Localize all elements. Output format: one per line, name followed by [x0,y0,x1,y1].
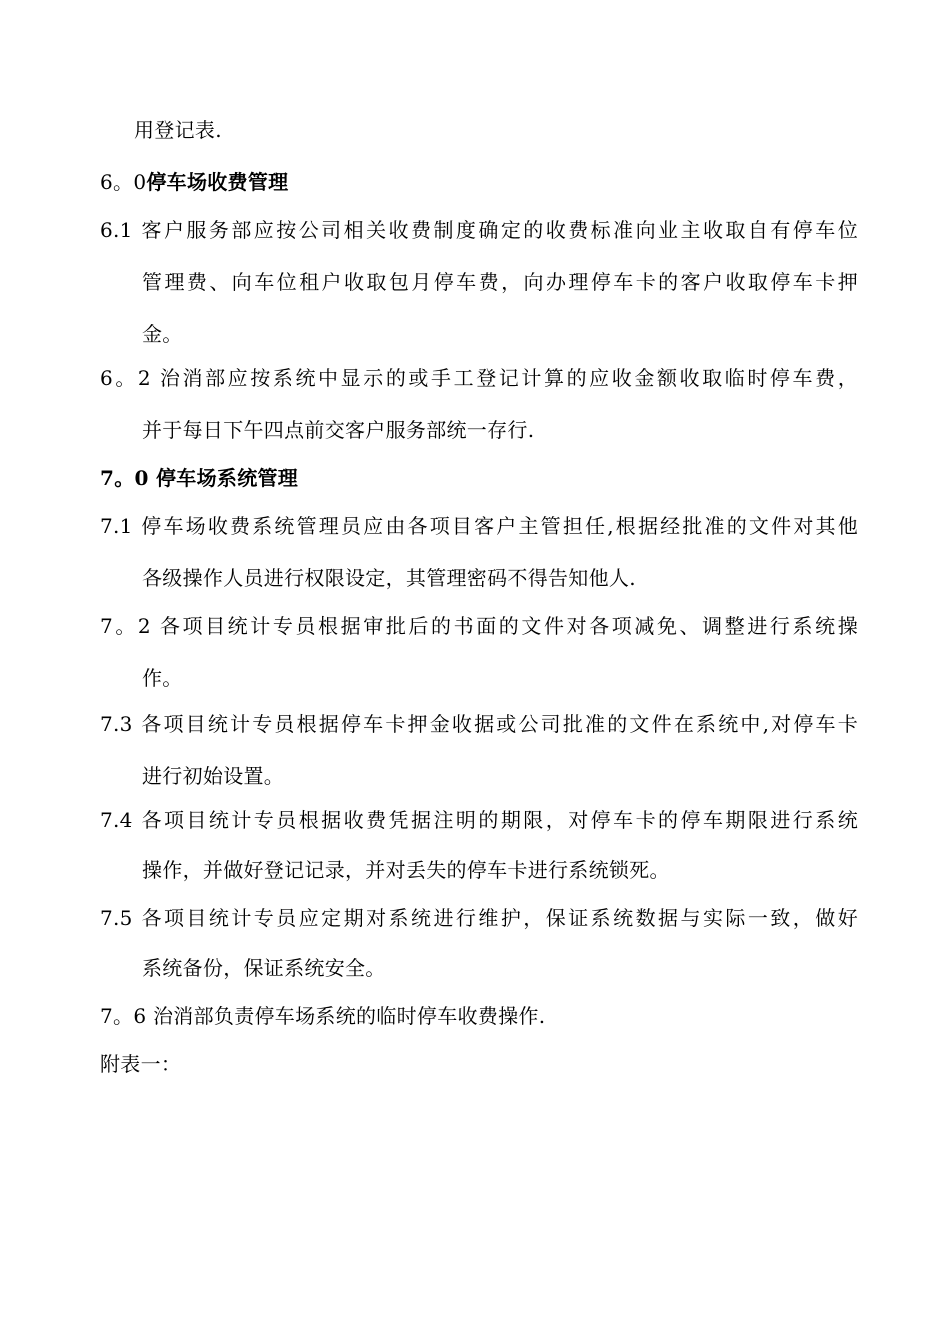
paragraph-6-1-line-2: 管理费、向车位租户收取包月停车费，向办理停车卡的客户收取停车卡押 [142,270,858,294]
paragraph-7-6: 7。6 治消部负责停车场系统的临时停车收费操作. [100,1004,546,1028]
paragraph-7-1-line-1: 7.1 停车场收费系统管理员应由各项目客户主管担任,根据经批准的文件对其他 [100,514,858,538]
paragraph-6-1-line-3: 金。 [142,322,183,346]
paragraph-7-1-line-2: 各级操作人员进行权限设定，其管理密码不得告知他人. [142,566,636,590]
paragraph-6-2-line-1: 6。2 治消部应按系统中显示的或手工登记计算的应收金额收取临时停车费， [100,366,858,390]
section-title: 停车场收费管理 [146,170,289,194]
paragraph-7-5-line-2: 系统备份，保证系统安全。 [142,956,386,980]
appendix-label: 附表一： [100,1052,182,1076]
paragraph-7-3-line-2: 进行初始设置。 [142,764,285,788]
section-heading-7: 7。0 停车场系统管理 [100,466,299,490]
paragraph-6-2-line-2: 并于每日下午四点前交客户服务部统一存行. [142,418,535,442]
section-number: 6。0 [100,170,147,194]
paragraph-7-5-line-1: 7.5 各项目统计专员应定期对系统进行维护，保证系统数据与实际一致，做好 [100,906,858,930]
section-heading-6 [100,168,288,196]
continued-line: 用登记表. [134,118,222,142]
paragraph-7-4-line-1: 7.4 各项目统计专员根据收费凭据注明的期限，对停车卡的停车期限进行系统 [100,808,858,832]
paragraph-7-4-line-2: 操作，并做好登记记录，并对丢失的停车卡进行系统锁死。 [142,858,670,882]
paragraph-7-2-line-2: 作。 [142,666,183,690]
paragraph-6-1-line-1: 6.1 客户服务部应按公司相关收费制度确定的收费标准向业主收取自有停车位 [100,218,858,242]
paragraph-7-3-line-1: 7.3 各项目统计专员根据停车卡押金收据或公司批准的文件在系统中,对停车卡 [100,712,858,736]
paragraph-7-2-line-1: 7。2 各项目统计专员根据审批后的书面的文件对各项减免、调整进行系统操 [100,614,858,638]
